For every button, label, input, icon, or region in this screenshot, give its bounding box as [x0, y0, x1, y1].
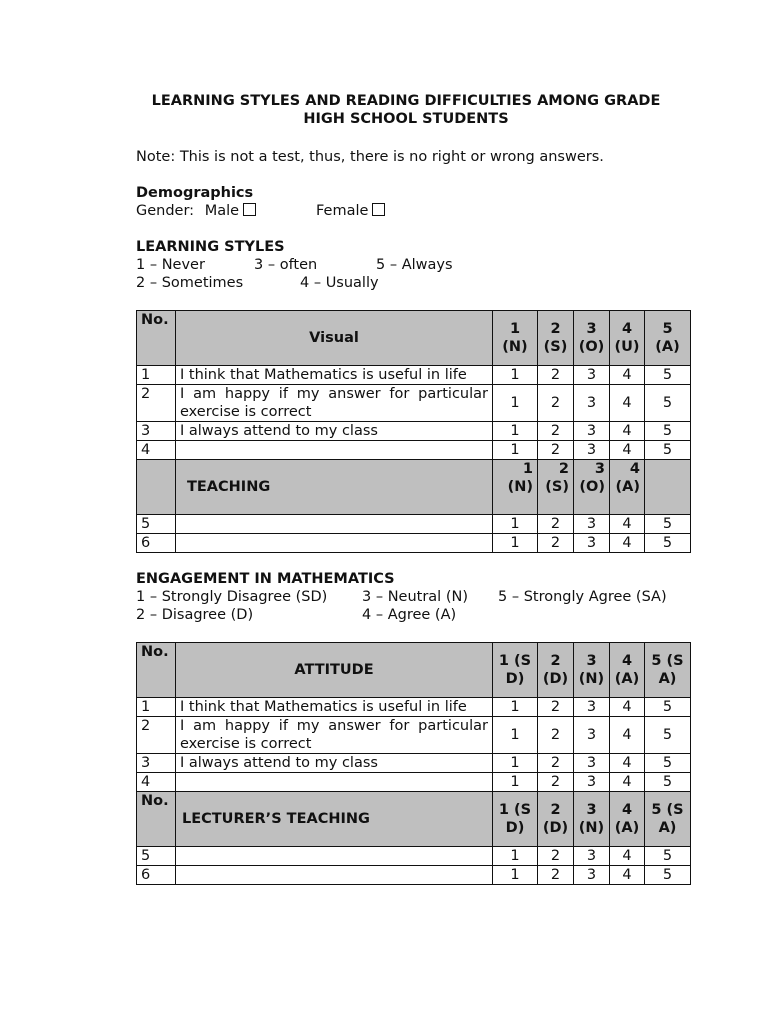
attitude-header: ATTITUDE — [176, 643, 493, 698]
row-statement: I am happy if my answer for particular exercise is correct — [176, 385, 493, 422]
rating-option[interactable]: 4 — [610, 441, 645, 460]
rating-header-1: 1 (SD) — [493, 643, 538, 698]
rating-option[interactable]: 1 — [493, 422, 538, 441]
rating-option[interactable]: 1 — [493, 847, 538, 866]
scale-sometimes: 2 – Sometimes — [136, 275, 244, 291]
rating-option[interactable]: 1 — [493, 717, 538, 754]
document-title: LEARNING STYLES AND READING DIFFICULTIES AMONG GRADE HIGH SCHOOL STUDENTS — [151, 93, 661, 127]
row-statement — [176, 441, 493, 460]
rating-option[interactable]: 2 — [538, 698, 574, 717]
visual-header: Visual — [176, 311, 493, 366]
rating-option[interactable]: 4 — [610, 385, 645, 422]
table-row — [137, 698, 691, 717]
rating-option[interactable]: 5 — [645, 441, 691, 460]
rating-option[interactable]: 3 — [574, 866, 610, 885]
row-statement: I always attend to my class — [176, 422, 493, 441]
table-header-row — [137, 643, 691, 698]
rating-option[interactable]: 4 — [610, 717, 645, 754]
female-option — [316, 202, 385, 220]
rating-option[interactable]: 2 — [538, 773, 574, 792]
table-row — [137, 441, 691, 460]
rating-option[interactable]: 2 — [538, 754, 574, 773]
sub-rating-header-5 — [645, 460, 691, 515]
rating-header-3: 3 (O) — [574, 311, 610, 366]
rating-option[interactable]: 1 — [493, 866, 538, 885]
table-row — [137, 754, 691, 773]
rating-option[interactable]: 5 — [645, 717, 691, 754]
male-checkbox[interactable] — [243, 203, 256, 216]
rating-option[interactable]: 5 — [645, 385, 691, 422]
rating-option[interactable]: 4 — [610, 422, 645, 441]
rating-option[interactable]: 2 — [538, 866, 574, 885]
row-number: 5 — [137, 847, 176, 866]
rating-option[interactable]: 1 — [493, 698, 538, 717]
scale-disagree: 2 – Disagree (D) — [136, 607, 254, 623]
rating-option[interactable]: 4 — [610, 515, 645, 534]
rating-option[interactable]: 2 — [538, 422, 574, 441]
rating-header-5: 5 (A) — [645, 311, 691, 366]
row-number: 5 — [137, 515, 176, 534]
rating-option[interactable]: 1 — [493, 515, 538, 534]
rating-option[interactable]: 3 — [574, 422, 610, 441]
rating-option[interactable]: 5 — [645, 773, 691, 792]
gender-row — [136, 202, 256, 220]
rating-option[interactable]: 3 — [574, 698, 610, 717]
rating-header-2: 2 (S) — [538, 311, 574, 366]
rating-option[interactable]: 5 — [645, 698, 691, 717]
row-number: 2 — [137, 717, 176, 754]
sub-rating-header-1: 1 (SD) — [493, 792, 538, 847]
row-number: 1 — [137, 698, 176, 717]
row-statement — [176, 847, 493, 866]
table-row — [137, 773, 691, 792]
rating-option[interactable]: 5 — [645, 515, 691, 534]
table-row — [137, 866, 691, 885]
row-statement: I think that Mathematics is useful in life — [176, 366, 493, 385]
row-number: 6 — [137, 534, 176, 553]
rating-option[interactable]: 3 — [574, 441, 610, 460]
scale-agree: 4 – Agree (A) — [362, 607, 457, 623]
table-header-row — [137, 311, 691, 366]
rating-option[interactable]: 1 — [493, 754, 538, 773]
rating-option[interactable]: 3 — [574, 385, 610, 422]
scale-neutral: 3 – Neutral (N) — [362, 589, 468, 605]
male-label: Male — [204, 203, 240, 219]
row-number: 1 — [137, 366, 176, 385]
rating-option[interactable]: 2 — [538, 717, 574, 754]
gender-label: Gender: — [136, 203, 195, 219]
sub-rating-header-3: 3 (N) — [574, 792, 610, 847]
sub-rating-header-1: 1 (N) — [493, 460, 538, 515]
row-number: 4 — [137, 773, 176, 792]
sub-rating-header-2: 2 (D) — [538, 792, 574, 847]
rating-option[interactable]: 3 — [574, 773, 610, 792]
rating-option[interactable]: 5 — [645, 422, 691, 441]
rating-option[interactable]: 5 — [645, 534, 691, 553]
rating-option[interactable]: 2 — [538, 385, 574, 422]
rating-option[interactable]: 3 — [574, 515, 610, 534]
no-header: No. — [137, 311, 176, 366]
teaching-header-row — [137, 460, 691, 515]
demographics-heading: Demographics — [136, 185, 254, 201]
rating-option[interactable]: 1 — [493, 441, 538, 460]
row-number: 3 — [137, 754, 176, 773]
rating-option[interactable]: 5 — [645, 366, 691, 385]
table-row — [137, 847, 691, 866]
learning-styles-heading: LEARNING STYLES — [136, 239, 285, 255]
rating-header-4: 4 (A) — [610, 643, 645, 698]
note-text: Note: This is not a test, thus, there is no right or wrong answers. — [136, 149, 604, 165]
table-row — [137, 422, 691, 441]
rating-option[interactable]: 1 — [493, 534, 538, 553]
sub-rating-header-5: 5 (SA) — [645, 792, 691, 847]
rating-option[interactable]: 5 — [645, 847, 691, 866]
rating-header-4: 4 (U) — [610, 311, 645, 366]
rating-option[interactable]: 5 — [645, 754, 691, 773]
table-row — [137, 515, 691, 534]
sub-rating-header-3: 3 (O) — [574, 460, 610, 515]
rating-option[interactable]: 4 — [610, 773, 645, 792]
rating-option[interactable]: 2 — [538, 847, 574, 866]
sub-rating-header-2: 2 (S) — [538, 460, 574, 515]
rating-option[interactable]: 3 — [574, 534, 610, 553]
rating-option[interactable]: 4 — [610, 698, 645, 717]
row-statement — [176, 773, 493, 792]
rating-header-2: 2 (D) — [538, 643, 574, 698]
scale-usually: 4 – Usually — [300, 275, 379, 291]
engagement-table — [136, 642, 691, 885]
scale-always: 5 – Always — [376, 257, 453, 273]
rating-option[interactable]: 2 — [538, 515, 574, 534]
scale-strongly-disagree: 1 – Strongly Disagree (SD) — [136, 589, 328, 605]
rating-option[interactable]: 3 — [574, 717, 610, 754]
sub-rating-header-4: 4 (A) — [610, 460, 645, 515]
scale-often: 3 – often — [254, 257, 318, 273]
rating-option[interactable]: 1 — [493, 366, 538, 385]
row-statement — [176, 866, 493, 885]
row-statement: I am happy if my answer for particular exercise is correct — [176, 717, 493, 754]
scale-strongly-agree: 5 – Strongly Agree (SA) — [498, 589, 667, 605]
no-header: No. — [137, 643, 176, 698]
row-number: 3 — [137, 422, 176, 441]
table-row — [137, 717, 691, 754]
sub-no-header: No. — [137, 792, 176, 847]
scale-never: 1 – Never — [136, 257, 205, 273]
female-label: Female — [316, 203, 369, 219]
rating-option[interactable]: 4 — [610, 847, 645, 866]
rating-header-3: 3 (N) — [574, 643, 610, 698]
rating-header-1: 1 (N) — [493, 311, 538, 366]
row-statement — [176, 534, 493, 553]
teaching-header: TEACHING — [176, 460, 493, 515]
rating-option[interactable]: 4 — [610, 754, 645, 773]
rating-option[interactable]: 2 — [538, 366, 574, 385]
row-number: 2 — [137, 385, 176, 422]
rating-option[interactable]: 2 — [538, 534, 574, 553]
rating-option[interactable]: 3 — [574, 754, 610, 773]
table-row — [137, 366, 691, 385]
row-number: 4 — [137, 441, 176, 460]
sub-rating-header-4: 4 (A) — [610, 792, 645, 847]
empty-no-header — [137, 460, 176, 515]
rating-option[interactable]: 4 — [610, 534, 645, 553]
engagement-heading: ENGAGEMENT IN MATHEMATICS — [136, 571, 395, 587]
female-checkbox[interactable] — [372, 203, 385, 216]
row-statement — [176, 515, 493, 534]
row-number: 6 — [137, 866, 176, 885]
rating-option[interactable]: 3 — [574, 366, 610, 385]
rating-option[interactable]: 5 — [645, 866, 691, 885]
rating-option[interactable]: 4 — [610, 866, 645, 885]
row-statement: I always attend to my class — [176, 754, 493, 773]
rating-option[interactable]: 3 — [574, 847, 610, 866]
learning-styles-table — [136, 310, 691, 553]
table-row — [137, 534, 691, 553]
rating-option[interactable]: 4 — [610, 366, 645, 385]
rating-option[interactable]: 1 — [493, 385, 538, 422]
table-row — [137, 385, 691, 422]
rating-option[interactable]: 1 — [493, 773, 538, 792]
lecturer-teaching-header-row — [137, 792, 691, 847]
rating-header-5: 5 (SA) — [645, 643, 691, 698]
lecturer-teaching-header: LECTURER’S TEACHING — [176, 792, 493, 847]
row-statement: I think that Mathematics is useful in life — [176, 698, 493, 717]
rating-option[interactable]: 2 — [538, 441, 574, 460]
